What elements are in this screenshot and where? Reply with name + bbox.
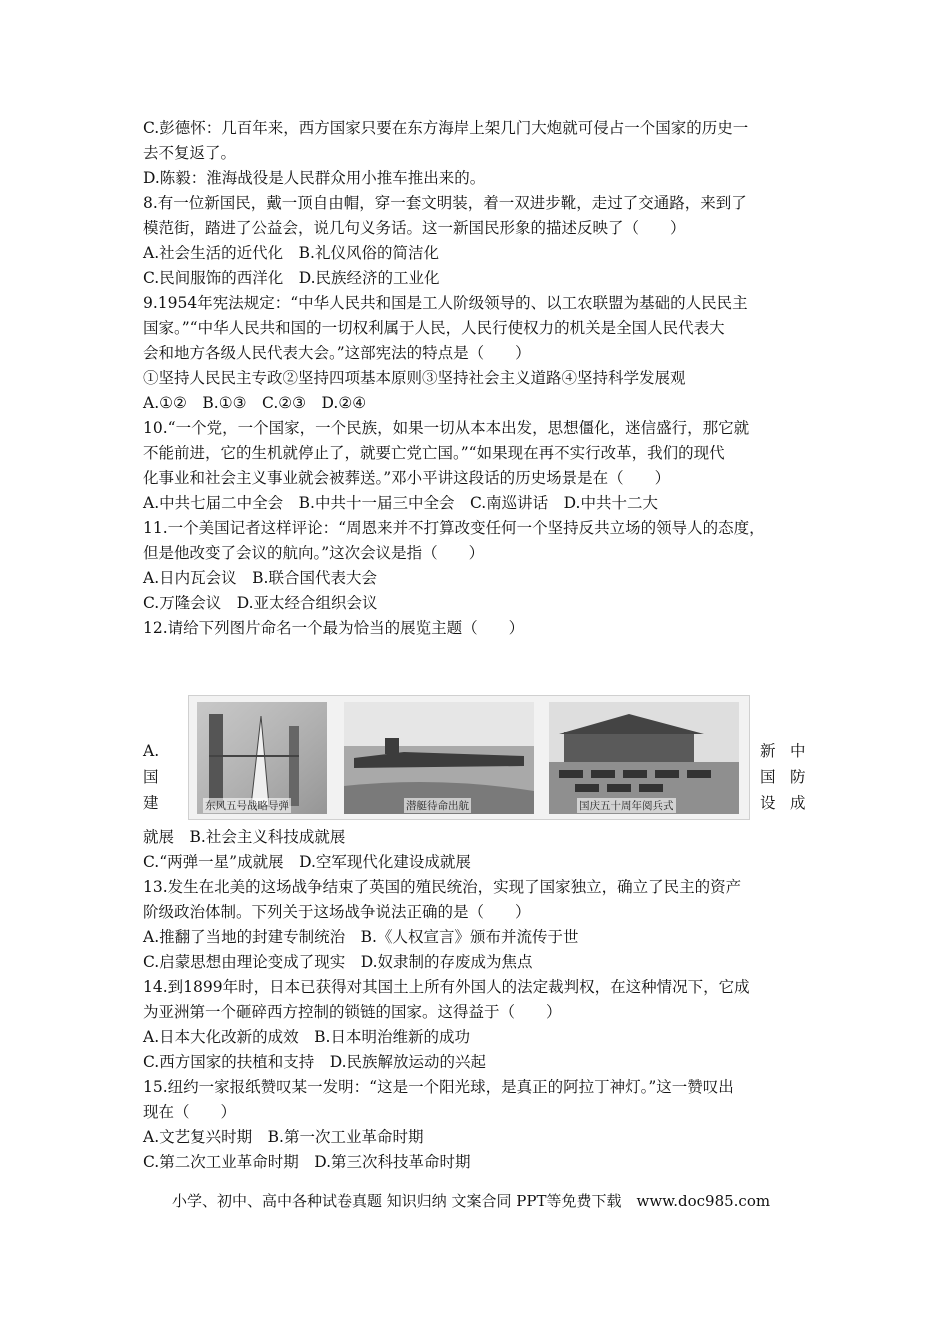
photo-caption-submarine: 潜艇待命出航 bbox=[406, 800, 469, 812]
text-line: 15.纽约一家报纸赞叹某一发明：“这是一个阳光球，是真正的阿拉丁神灯。”这一赞叹出 bbox=[143, 1078, 734, 1096]
text-line: 就展 B.社会主义科技成就展 bbox=[143, 828, 346, 846]
question-text-top bbox=[143, 116, 823, 641]
figure-right-char: 新 bbox=[760, 742, 776, 760]
text-line: 12.请给下列图片命名一个最为恰当的展览主题（ ） bbox=[143, 619, 525, 637]
figure-left-char: 国 bbox=[143, 768, 159, 786]
photo-caption-missile: 东风五号战略导弹 bbox=[205, 800, 289, 812]
text-line: 会和地方各级人民代表大会。”这部宪法的特点是（ ） bbox=[143, 344, 531, 362]
question-text-bottom bbox=[143, 825, 823, 1175]
text-line: A.日内瓦会议 B.联合国代表大会 bbox=[143, 569, 377, 587]
figure-left-char: 建 bbox=[143, 794, 159, 812]
figure-right-char: 中 bbox=[790, 742, 806, 760]
text-line: C.万隆会议 D.亚太经合组织会议 bbox=[143, 594, 378, 612]
page-footer: 小学、初中、高中各种试卷真题 知识归纳 文案合同 PPT等免费下载 www.doc985.com bbox=[172, 1192, 771, 1210]
text-line: 去不复返了。 bbox=[143, 144, 237, 162]
text-line: 9.1954年宪法规定：“中华人民共和国是工人阶级领导的、以工农联盟为基础的人民民主 bbox=[143, 294, 748, 312]
text-line: C.启蒙思想由理论变成了现实 D.奴隶制的存废成为焦点 bbox=[143, 953, 533, 971]
text-line: 11.一个美国记者这样评论：“周恩来并不打算改变任何一个坚持反共立场的领导人的态度， bbox=[143, 519, 765, 537]
text-line: D.陈毅：淮海战役是人民群众用小推车推出来的。 bbox=[143, 169, 486, 187]
text-line: 模范街，踏进了公益会，说几句义务话。这一新国民形象的描述反映了（ ） bbox=[143, 219, 686, 237]
figure-right-char: 防 bbox=[790, 768, 806, 786]
text-line: A.推翻了当地的封建专制统治 B.《人权宣言》颁布并流传于世 bbox=[143, 928, 579, 946]
text-line: C.第二次工业革命时期 D.第三次科技革命时期 bbox=[143, 1153, 471, 1171]
text-line: A.①② B.①③ C.②③ D.②④ bbox=[143, 394, 367, 412]
figure-left-char: A. bbox=[143, 742, 160, 760]
text-line: C.彭德怀：几百年来，西方国家只要在东方海岸上架几门大炮就可侵占一个国家的历史一 bbox=[143, 119, 749, 137]
question-content bbox=[143, 116, 823, 1175]
text-line: 不能前进，它的生机就停止了，就要亡党亡国。”“如果现在再不实行改革，我们的现代 bbox=[143, 444, 725, 462]
text-line: A.日本大化改新的成效 B.日本明治维新的成功 bbox=[143, 1028, 470, 1046]
text-line: 现在（ ） bbox=[143, 1103, 237, 1121]
exhibition-photos bbox=[188, 695, 750, 820]
text-line: 8.有一位新国民，戴一顶自由帽，穿一套文明装，着一双进步靴，走过了交通路，来到了 bbox=[143, 194, 747, 212]
text-line: 10.“一个党，一个国家，一个民族，如果一切从本本出发，思想僵化，迷信盛行，那它就 bbox=[143, 419, 750, 437]
text-line: 国家。”“中华人民共和国的一切权利属于人民，人民行使权力的机关是全国人民代表大 bbox=[143, 319, 725, 337]
text-line: A.文艺复兴时期 B.第一次工业革命时期 bbox=[143, 1128, 424, 1146]
figure-right-char: 成 bbox=[790, 794, 806, 812]
text-line: A.社会生活的近代化 B.礼仪风俗的简洁化 bbox=[143, 244, 439, 262]
text-line: C.“两弹一星”成就展 D.空军现代化建设成就展 bbox=[143, 853, 471, 871]
figure-row bbox=[143, 695, 823, 825]
text-line: 阶级政治体制。下列关于这场战争说法正确的是（ ） bbox=[143, 903, 531, 921]
figure-right-char: 国 bbox=[760, 768, 776, 786]
text-line: A.中共七届二中全会 B.中共十一届三中全会 C.南巡讲话 D.中共十二大 bbox=[143, 494, 658, 512]
photo-caption-parade: 国庆五十周年阅兵式 bbox=[579, 800, 674, 812]
text-line: 为亚洲第一个砸碎西方控制的锁链的国家。这得益于（ ） bbox=[143, 1003, 562, 1021]
text-line: 但是他改变了会议的航向。”这次会议是指（ ） bbox=[143, 544, 485, 562]
text-line: C.民间服饰的西洋化 D.民族经济的工业化 bbox=[143, 269, 440, 287]
text-line: ①坚持人民民主专政②坚持四项基本原则③坚持社会主义道路④坚持科学发展观 bbox=[143, 369, 686, 387]
text-line: 13.发生在北美的这场战争结束了英国的殖民统治，实现了国家独立，确立了民主的资产 bbox=[143, 878, 742, 896]
text-line: 化事业和社会主义事业就会被葬送。”邓小平讲这段话的历史场景是在（ ） bbox=[143, 469, 671, 487]
text-line: C.西方国家的扶植和支持 D.民族解放运动的兴起 bbox=[143, 1053, 487, 1071]
text-line: 14.到1899年时，日本已获得对其国土上所有外国人的法定裁判权，在这种情况下，它成 bbox=[143, 978, 750, 996]
figure-right-char: 设 bbox=[760, 794, 776, 812]
